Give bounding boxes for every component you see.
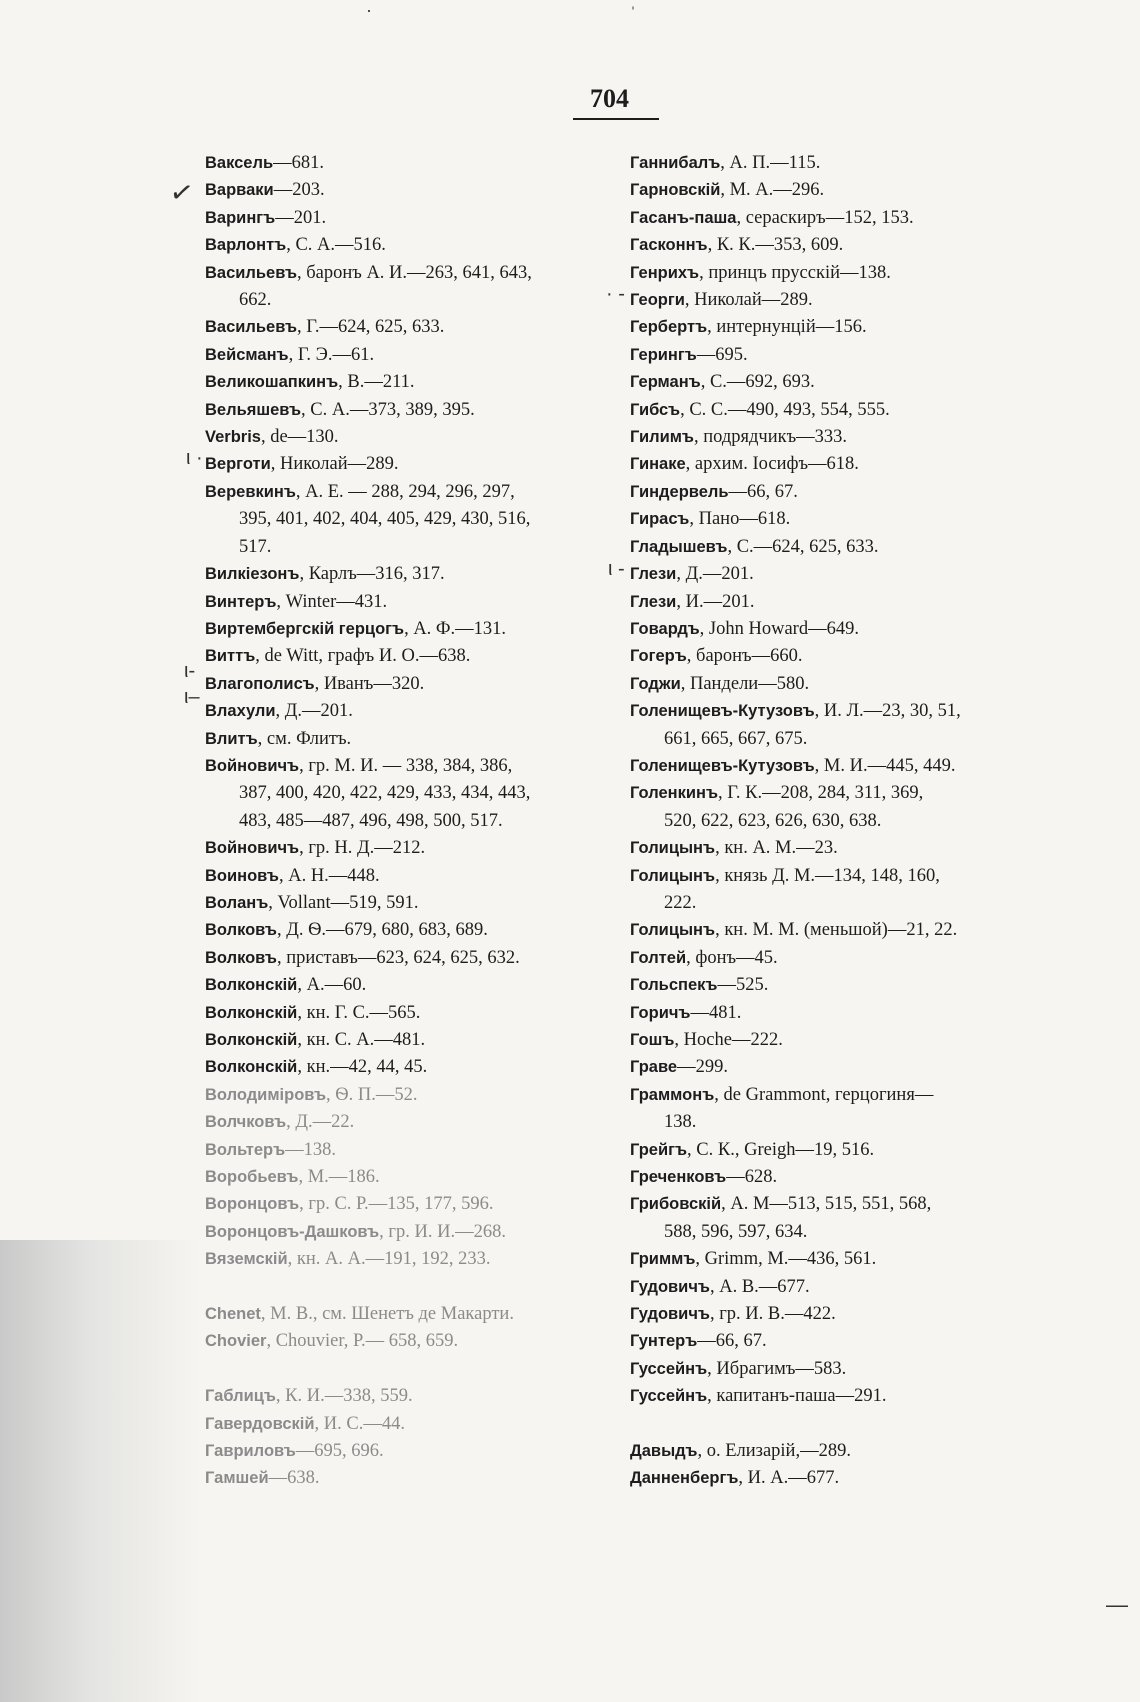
index-entry [205,561,605,588]
index-entry [630,917,1040,944]
index-entry [630,451,1040,478]
index-entry-refs: , С. С.—490, 493, 554, 555. [680,399,890,420]
index-entry-refs: , А.—60. [297,975,367,996]
index-entry [630,479,1040,506]
index-entry-refs: , Д. Ѳ.—679, 680, 683, 689. [276,920,488,941]
index-spacer [630,1411,1040,1438]
page-number: 704 [590,84,629,113]
index-entry-refs: , de Witt, графъ И. О.—638. [255,646,471,667]
index-entry-name: Граве [630,1058,678,1077]
index-entry-refs: , подрядчикъ—333. [693,427,848,448]
index-entry-refs: , С.—692, 693. [700,372,815,393]
index-entry-refs: —681. [273,153,324,173]
index-entry [630,1383,1040,1410]
index-entry [205,726,605,753]
index-entry-name: Вольтеръ [205,1140,286,1159]
index-entry [630,506,1040,533]
index-entry-refs: —695, 696. [295,1441,384,1462]
index-entry-name: Ваксель [205,154,274,172]
index-entry-refs: , С.—624, 625, 633. [727,536,879,557]
index-entry-name: Гасанъ-паша [630,208,737,227]
index-entry-name: Влитъ [205,729,258,748]
index-entry [205,1411,605,1438]
index-entry [630,643,1040,670]
index-entry-name: Гинаке [630,455,686,474]
index-entry-refs: , кн. С. А.—481. [297,1030,426,1050]
index-entry-refs: —638. [268,1468,320,1489]
index-entry-name: Голенищевъ-Кутузовъ [630,702,815,721]
index-entry [630,753,1040,780]
index-entry-name: Вилкiезонъ [205,565,300,584]
index-entry-name: Винтеръ [205,592,277,611]
index-entry-continuation: 138. [664,1112,697,1133]
index-entry-refs: , А. Н.—448. [278,865,380,886]
index-entry-continuation: 517. [239,536,272,557]
index-entry-name: Волковъ [205,921,277,940]
index-entry [630,424,1040,451]
index-entry-name: Гошъ [630,1031,675,1049]
index-entry-name: Герингъ [630,345,697,364]
index-entry-name: Годжи [630,674,681,693]
index-entry-refs: , Карлъ—316, 317. [299,564,445,585]
index-entry-refs: , кн. Г. С.—565. [297,1002,421,1023]
margin-mark-icon: — [1106,1592,1128,1617]
index-entry [205,1438,605,1465]
index-entry-name: Волконскiй [205,976,298,995]
index-entry-refs: , Д.—201. [275,701,353,722]
index-entry-refs: , Г. К.—208, 284, 311, 369, [718,783,924,804]
index-entry [205,479,605,506]
index-entry-name: Вяземскiй [205,1250,288,1269]
index-entry-name: Гунтеръ [630,1332,698,1351]
index-entry [205,671,605,698]
index-entry-refs: , John Howard—649. [699,618,859,639]
index-entry [205,698,605,725]
index-entry-name: Гиндервель [630,482,729,501]
index-entry [630,945,1040,972]
index-entry-name: Говардъ [630,619,700,638]
index-entry-refs: , М. И.—445, 449. [814,755,956,776]
index-entry-name: Георги [630,291,685,310]
index-entry [205,1054,605,1081]
index-entry-refs: , И. С.—44. [314,1413,405,1434]
index-entry-refs: , Николай—289. [270,454,399,475]
index-entry-name: Варингъ [205,208,276,227]
index-entry-name: Волконскiй [205,1003,298,1022]
index-entry [205,1465,605,1492]
index-entry-name: Волконскiй [205,1031,298,1049]
index-entry-name: Влахули [205,702,276,721]
index-entry-name: Голенкинъ [630,784,719,803]
index-entry [630,1164,1040,1191]
index-entry-refs: —695. [696,344,748,365]
index-entry-continuation: 662. [239,290,272,311]
index-entry [205,1027,605,1054]
index-entry-name: Голенищевъ-Кутузовъ [630,756,815,775]
index-entry [205,1082,605,1109]
index-column-right [630,150,1040,1493]
index-entry-refs: —66, 67. [697,1331,767,1352]
index-entry-refs: , Vollant—519, 591. [268,892,419,913]
index-entry-name: Граммонъ [630,1085,715,1104]
index-entry-name: Гладышевъ [630,537,728,556]
index-entry-name: Веревкинъ [205,482,296,501]
index-entry [205,616,605,643]
index-entry-refs: , архим. Iосифъ—618. [685,454,859,475]
index-entry-refs: , А. Е. — 288, 294, 296, 297, [295,481,515,502]
index-entry-name: Варваки [205,181,274,200]
index-entry [205,205,605,232]
index-entry-refs: , М. А.—296. [720,180,825,201]
index-entry-refs: , кн. А. М.—23. [715,838,838,859]
index-entry-refs: , кн.—42, 44, 45. [297,1057,428,1078]
index-entry-name: Голицынъ [630,866,716,885]
index-entry [630,1191,1040,1218]
index-entry-name: Гольспекъ [630,976,718,995]
index-entry-refs: , Grimm, М.—436, 561. [695,1249,877,1270]
index-entry-refs: , гр. И. В.—422. [709,1304,836,1325]
index-entry-name: Воиновъ [205,866,279,885]
index-entry [205,314,605,341]
index-entry-refs: —299. [677,1057,728,1078]
index-entry-refs: , И.—201. [676,591,755,612]
index-entry-refs: , К. К.—353, 609. [707,235,844,256]
index-entry [205,589,605,616]
index-entry-name: Генрихъ [630,263,700,282]
index-entry [205,890,605,917]
index-entry-name: Великошапкинъ [205,373,339,392]
index-entry-refs: , М. В., см. Шенетъ де Макарти. [260,1304,514,1325]
index-entry-name: Васильевъ [205,263,297,282]
index-entry-name: Габлицъ [205,1387,276,1406]
index-entry-refs: , Chouvier, Р.— 658, 659. [266,1331,459,1352]
index-entry-name: Chovier [205,1332,267,1351]
index-entry-refs: , гр. С. Р.—135, 177, 596. [299,1194,494,1215]
index-entry [205,972,605,999]
index-entry-refs: , С. А.—373, 389, 395. [301,399,475,420]
index-entry-name: Виттъ [205,647,256,666]
index-entry-refs: —66, 67. [728,481,798,502]
index-entry-name: Гасконнъ [630,236,708,255]
margin-mark-icon: · - [606,283,625,305]
index-entry-refs: , интернунцiй—156. [707,317,867,338]
index-entry [630,671,1040,698]
index-entry [205,753,605,780]
index-entry [205,835,605,862]
index-entry [630,397,1040,424]
index-entry-name: Гирасъ [630,510,690,529]
index-entry-name: Греченковъ [630,1168,727,1187]
index-entry-name: Гавриловъ [205,1442,296,1461]
index-entry [205,424,605,451]
index-entry [205,260,605,287]
index-entry-name: Гавердовскiй [205,1414,315,1433]
index-entry [630,314,1040,341]
index-entry [630,863,1040,890]
index-entry-name: Влагополисъ [205,674,315,693]
index-entry [630,1438,1040,1465]
index-entry [205,1328,605,1355]
index-entry [630,205,1040,232]
index-entry [205,1137,605,1164]
index-entry-continuation: 222. [664,892,697,913]
index-entry [205,1246,605,1273]
index-entry-name: Воробьевъ [205,1168,299,1187]
index-entry-refs: , Ибрагимъ—583. [707,1358,847,1379]
index-entry-refs: , о. Елизарiй,—289. [697,1441,851,1462]
index-entry-refs: , Иванъ—320. [314,673,425,694]
index-entry [630,698,1040,725]
index-entry-name: Давыдъ [630,1442,698,1461]
index-entry-refs: , Николай—289. [684,290,813,311]
index-entry [205,945,605,972]
index-entry [630,534,1040,561]
index-entry-name: Гуссейнъ [630,1387,708,1406]
index-entry-continuation: 395, 401, 402, 404, 405, 429, 430, 516, [239,509,531,530]
index-entry [205,177,605,204]
index-entry-refs: , И. А.—677. [738,1468,840,1489]
index-entry-refs: , Г. Э.—61. [288,344,375,365]
index-entry-refs: , К. И.—338, 559. [275,1386,413,1407]
index-entry-refs: , гр. И. И.—268. [379,1221,506,1242]
index-entry-name: Воронцовъ [205,1195,300,1214]
index-entry-refs: , Hoche—222. [674,1030,783,1050]
index-entry [630,835,1040,862]
index-entry [205,150,605,177]
index-entry-refs: , принцъ прусскiй—138. [699,262,891,283]
index-entry-refs: , Пано—618. [689,509,791,530]
index-entry-refs: , В.—211. [338,372,415,393]
index-entry-name: Воланъ [205,893,269,912]
index-entry [630,1000,1040,1027]
index-entry-name: Гудовичъ [630,1305,710,1324]
page-number-rule [573,118,659,120]
scan-speck: · [366,0,372,20]
index-entry [205,1000,605,1027]
index-entry-name: Chenet [205,1305,261,1324]
index-entry [205,1109,605,1136]
index-entry [205,1383,605,1410]
index-entry [630,616,1040,643]
index-entry [630,260,1040,287]
index-entry-refs: , кн. М. М. (меньшой)—21, 22. [715,920,958,941]
index-entry-name: Васильевъ [205,318,297,337]
index-entry-name: Гамшей [205,1469,269,1488]
index-entry [630,972,1040,999]
index-entry-refs: —481. [690,1002,742,1023]
index-entry-refs: , фонъ—45. [686,947,778,968]
index-entry-refs: , гр. Н. Д.—212. [299,838,426,859]
index-entry-name: Володимiровъ [205,1085,327,1104]
index-entry [630,1465,1040,1492]
index-entry [630,232,1040,259]
index-entry-refs: , сераскиръ—152, 153. [736,207,914,228]
index-entry-refs: , Д.—201. [676,564,754,585]
index-entry [630,342,1040,369]
index-entry [205,342,605,369]
index-entry-name: Грибовскiй [630,1195,722,1214]
index-entry-name: Гриммъ [630,1250,696,1269]
index-entry-name: Волконскiй [205,1058,298,1077]
index-entry-refs: , М.—186. [298,1167,380,1188]
index-entry-continuation: 483, 485—487, 496, 498, 500, 517. [239,810,503,831]
index-entry-refs: —138. [285,1139,336,1160]
index-entry [205,1301,605,1328]
index-entry [630,780,1040,807]
index-entry-name: Верготи [205,455,271,474]
index-entry-refs: , А. П.—115. [720,153,821,173]
index-entry-name: Голтей [630,948,687,967]
index-entry-refs: , Пандели—580. [680,673,810,694]
index-entry-refs: , Д.—22. [286,1112,355,1133]
index-entry [630,369,1040,396]
index-entry-refs: , С. К., Greigh—19, 516. [687,1139,875,1160]
index-entry-name: Гудовичъ [630,1277,710,1296]
index-entry-name: Глези [630,565,677,584]
index-entry [205,369,605,396]
index-entry-refs: , И. Л.—23, 30, 51, [814,701,961,722]
index-entry [205,451,605,478]
index-column-left [205,150,605,1493]
index-entry [630,177,1040,204]
index-entry [205,643,605,670]
index-entry [630,287,1040,314]
index-entry-refs: , баронъ А. И.—263, 641, 643, [296,262,532,283]
check-mark-icon: ✓ [167,175,196,210]
index-entry-name: Голицынъ [630,839,716,858]
index-entry-name: Виртембергскiй герцогъ [205,619,405,638]
index-entry-continuation: 387, 400, 420, 422, 429, 433, 434, 443, [239,783,531,804]
index-entry-name: Verbris [205,428,261,447]
index-spacer [205,1356,605,1383]
margin-mark-icon: ι- [184,660,196,682]
index-entry-name: Варлонтъ [205,236,287,255]
index-entry-refs: , см. Флитъ. [257,728,352,749]
index-entry [630,1054,1040,1081]
index-entry-name: Вельяшевъ [205,400,302,419]
index-entry [205,917,605,944]
index-entry [630,1356,1040,1383]
index-entry-refs: —525. [717,975,769,996]
index-entry-name: Гарновскiй [630,181,721,200]
index-entry [630,1082,1040,1109]
index-entry [205,1191,605,1218]
index-entry-name: Грейгъ [630,1140,688,1159]
index-entry-refs: , А. В.—677. [709,1276,810,1297]
index-entry [630,1328,1040,1355]
index-entry [630,589,1040,616]
index-entry-refs: —203. [273,180,325,201]
index-entry-refs: , капитанъ-паша—291. [707,1386,887,1407]
index-entry-name: Гилимъ [630,428,694,447]
index-entry [630,1301,1040,1328]
index-entry [205,1164,605,1191]
index-entry-name: Гибсъ [630,400,681,419]
index-entry-name: Волковъ [205,948,277,967]
index-entry-refs: , А. Ф.—131. [404,618,507,639]
index-entry-name: Германъ [630,373,701,392]
index-entry-refs: , приставъ—623, 624, 625, 632. [276,947,520,968]
index-entry-name: Воронцовъ-Дашковъ [205,1222,380,1241]
index-entry [630,1246,1040,1273]
index-entry-refs: , Ѳ. П.—52. [326,1084,418,1105]
index-entry-refs: , С. А.—516. [286,235,386,256]
scan-speck: ˈ [630,4,636,24]
index-entry-refs: , Г.—624, 625, 633. [296,317,445,338]
index-entry-refs: , баронъ—660. [686,646,803,667]
index-entry-name: Ганнибалъ [630,154,721,172]
index-entry [205,232,605,259]
margin-mark-icon: ι - [608,558,625,580]
index-entry-continuation: 661, 665, 667, 675. [664,728,808,749]
index-entry [630,1137,1040,1164]
index-entry [630,1027,1040,1054]
margin-mark-icon: ι– [184,686,200,708]
index-entry [205,863,605,890]
index-entry-refs: , гр. М. И. — 338, 384, 386, [299,755,513,776]
scan-shadow [0,1240,200,1702]
index-entry-refs: —628. [726,1167,778,1188]
index-entry-name: Волчковъ [205,1113,287,1132]
index-entry-name: Горичъ [630,1003,691,1022]
index-entry-refs: , А. М—513, 515, 551, 568, [721,1194,932,1215]
index-entry-name: Гуссейнъ [630,1359,708,1378]
index-entry-refs: —201. [275,207,327,228]
index-entry-continuation: 520, 622, 623, 626, 630, 638. [664,810,882,831]
index-entry-name: Голицынъ [630,921,716,940]
index-entry-name: Войновичъ [205,839,300,858]
index-entry [630,561,1040,588]
index-entry-refs: , кн. А. А.—191, 192, 233. [287,1249,491,1270]
index-entry-name: Глези [630,592,677,611]
index-entry-continuation: 588, 596, 597, 634. [664,1221,808,1242]
index-entry-refs: , de Grammont, герцогиня— [714,1084,934,1105]
index-entry-refs: , de—130. [260,427,339,448]
index-entry-refs: , Winter—431. [276,591,388,612]
index-entry [630,1274,1040,1301]
index-entry [630,150,1040,177]
index-entry [205,1219,605,1246]
index-spacer [205,1274,605,1301]
index-entry [205,397,605,424]
index-entry-name: Войновичъ [205,756,300,775]
index-entry-name: Данненбергъ [630,1469,739,1488]
margin-mark-icon: ι · [186,447,203,469]
index-entry-name: Гогеръ [630,647,687,666]
index-entry-refs: , князь Д. М.—134, 148, 160, [715,865,940,886]
index-entry-name: Вейсманъ [205,345,289,364]
index-entry-name: Гербертъ [630,318,708,337]
